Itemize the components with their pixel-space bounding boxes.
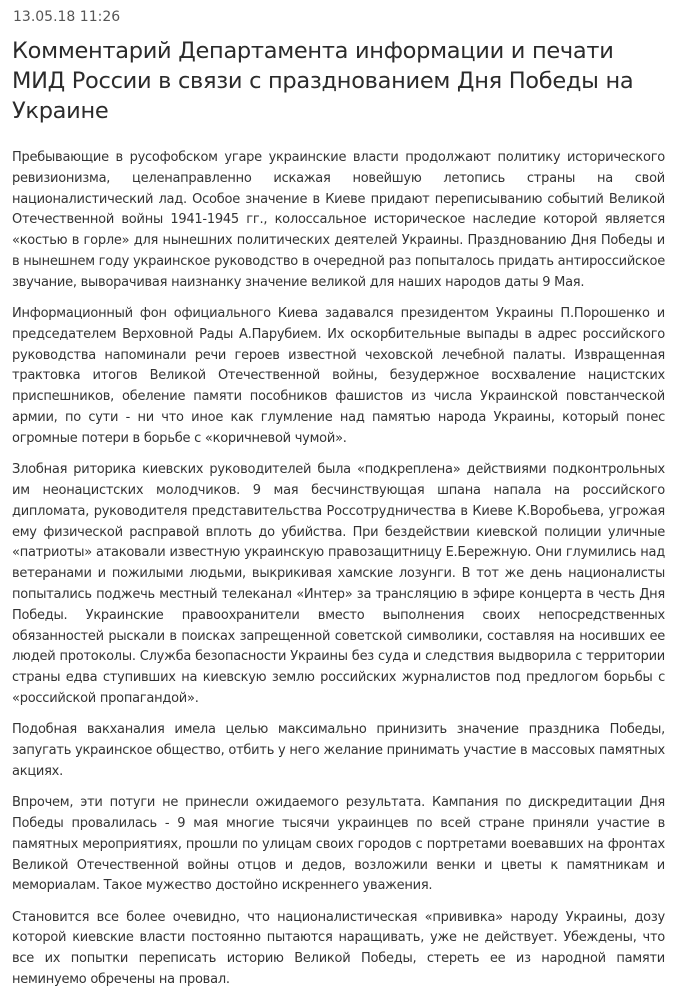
article-paragraph: Подобная вакханалия имела целью максимально принизить значение праздника Победы, запугать украинское общество, отбить у него желание принимать участие в массовых памятных акциях. <box>12 722 665 779</box>
article-paragraph: Информационный фон официального Киева задавался президентом Украины П.Порошенко и председателем Верховной Рады А.Парубием. Их оскорбительные выпады в адрес российского руководства напоминали речи героев известной чеховской лечебной палаты. Извращенная трактовка итогов Великой Отечественной войны, безудержное восхваление нацистских приспешников, обеление памяти пособников фашистов из числа Украинской повстанческой армии, по сути - ни что иное как глумление над памятью народа Украины, который понес огромные потери в борьбе с «коричневой чумой». <box>12 306 665 446</box>
article-title: Комментарий Департамента информации и печати МИД России в связи с празднованием Дня Победы на Украине <box>12 38 634 124</box>
article <box>12 8 665 1001</box>
article-paragraph: Злобная риторика киевских руководителей была «подкреплена» действиями подконтрольных им неонацистских молодчиков. 9 мая бесчинствующая шпана напала на российского дипломата, руководителя представительства Россотрудничества в Киеве К.Воробьева, угрожая ему физической расправой вплоть до убийства. При бездействии киевской полиции уличные «патриоты» атаковали известную украинскую правозащитницу Е.Бережную. Они глумились над ветеранами и пожилыми людьми, выкрикивая хамские лозунги. В тот же день националисты попытались поджечь местный телеканал «Интер» за трансляцию в эфире концерта в честь Дня Победы. Украинские правоохранители вместо выполнения своих непосредственных обязанностей рыскали в поисках запрещенной советской символики, составляя на носивших ее людей протоколы. Служба безопасности Украины без суда и следствия выдворила с территории страны едва ступивших на киевскую землю российских журналистов под предлогом борьбы с «российской пропагандой». <box>12 462 665 706</box>
publish-date: 13.05.18 11:26 <box>13 9 121 25</box>
article-paragraph: Становится все более очевидно, что националистическая «прививка» народу Украины, дозу которой киевские власти постоянно пытаются наращивать, уже не действует. Убеждены, что все их попытки переписать историю Великой Победы, стереть ее из народной памяти неминуемо обречены на провал. <box>12 909 665 987</box>
article-paragraph: Впрочем, эти потуги не принесли ожидаемого результата. Кампания по дискредитации Дня Победы провалилась - 9 мая многие тысячи украинцев по всей стране приняли участие в памятных мероприятиях, прошли по улицам своих городов с портретами воевавших на фронтах Великой Отечественной войны отцов и дедов, возложили венки и цветы к памятникам и мемориалам. Такое мужество достойно искреннего уважения. <box>12 795 665 894</box>
article-paragraph: Пребывающие в русофобском угаре украинские власти продолжают политику исторического ревизионизма, целенаправленно искажая новейшую летопись страны на свой националистический лад. Особое значение в Киеве придают переписыванию событий Великой Отечественной войны 1941-1945 гг., колоссальное историческое наследие которой является «костью в горле» для нынешних политических деятелей Украины. Празднованию Дня Победы и в нынешнем году украинское руководство в очередной раз попыталось придать антироссийское звучание, выворачивая наизнанку значение великой для наших народов даты 9 Мая. <box>12 150 665 290</box>
article-body <box>12 148 665 991</box>
